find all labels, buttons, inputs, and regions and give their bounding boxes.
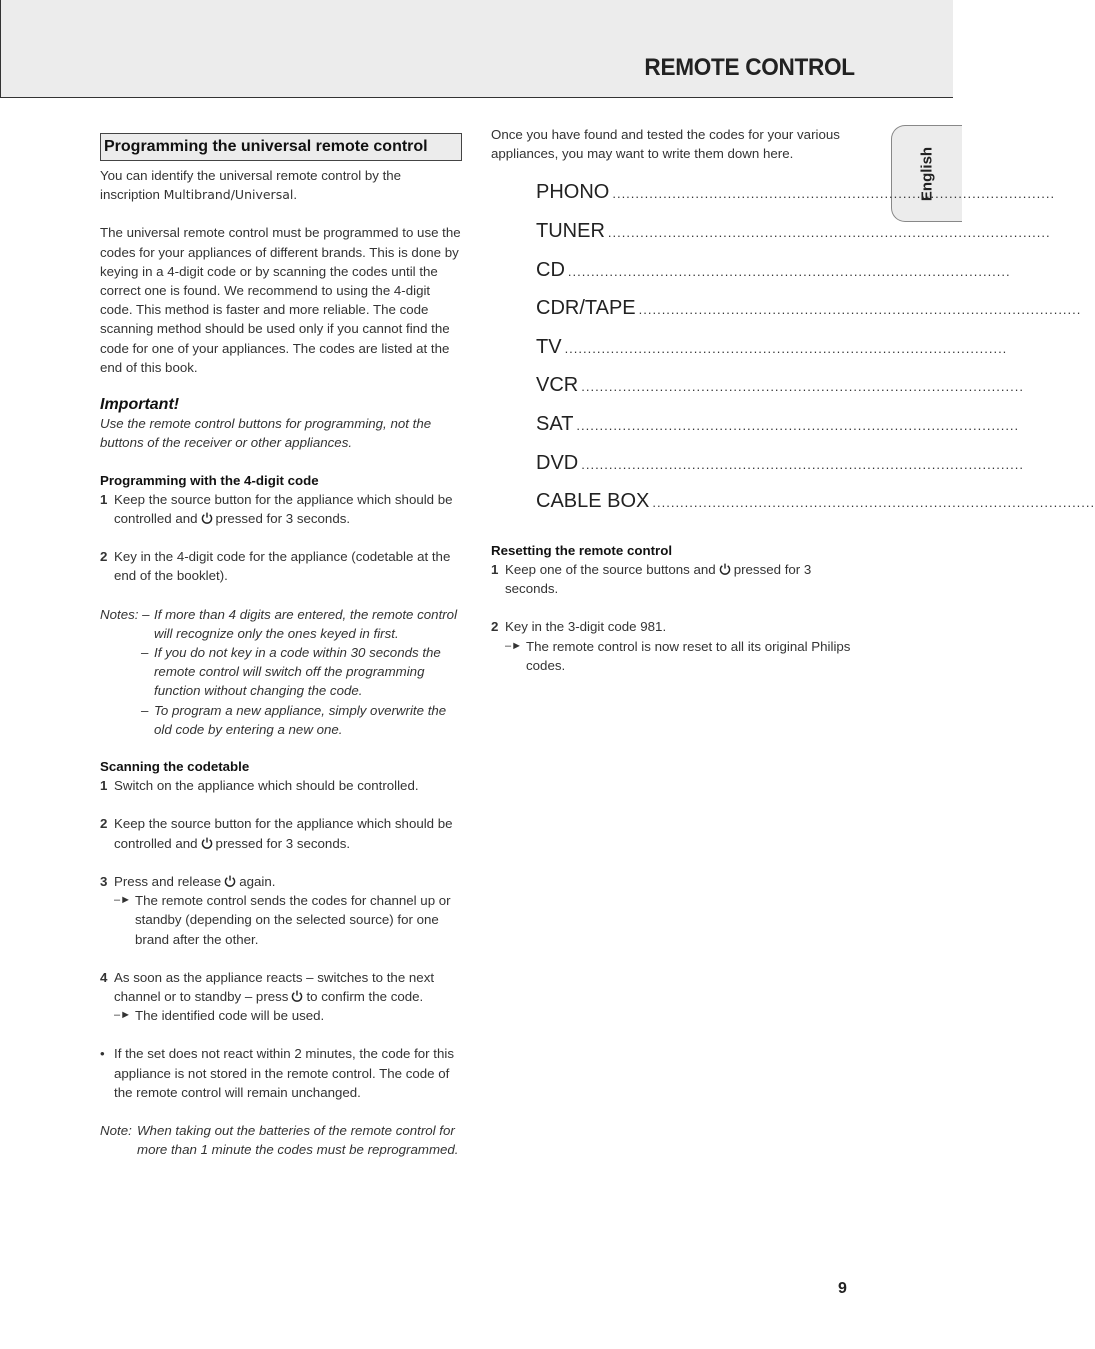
brand-inscription: Multibrand/Universal	[163, 187, 294, 203]
code-label: TUNER	[536, 220, 605, 242]
code-row	[536, 297, 1082, 338]
description-paragraph: The universal remote control must be programmed to use the codes for your appliances of different brands. This is done by keying in a 4-digit code or by scanning the codes until the correct one is found. We recommend to using the 4-digit code. This method is faster and more reliable. The code scanning method should be used only if you cannot find the code for one of your appliances. The codes are listed at the end of this book.	[100, 225, 461, 375]
note-3	[100, 701, 462, 739]
page-title: REMOTE CONTROL	[644, 54, 855, 81]
code-row	[536, 335, 1008, 377]
code-label: CD	[536, 258, 565, 281]
step-number: 2	[100, 549, 108, 565]
battery-note	[100, 1121, 462, 1159]
reset-heading: Resetting the remote control	[491, 542, 673, 558]
step-text: Key in the 4-digit code for the appliance (codetable at the end of the booklet).	[114, 549, 451, 584]
step-text: Switch on the appliance which should be controlled.	[114, 778, 419, 794]
intro-paragraph	[100, 166, 462, 204]
code-label: CABLE BOX	[536, 490, 650, 513]
code-leader-dots: ................................................................................................	[638, 302, 1082, 318]
code-row	[536, 451, 1024, 493]
note-1	[100, 605, 462, 643]
code-label: SAT	[536, 412, 574, 435]
code-leader-dots: ................................................................................................	[652, 495, 1095, 511]
arrow-icon: –►	[114, 1009, 132, 1022]
scanning-step-3	[100, 872, 462, 949]
note-text: If you do not key in a code within 30 seconds the remote control will switch off the programming function without changing the code.	[154, 645, 441, 699]
code-label: PHONO	[536, 181, 610, 204]
code-row	[536, 412, 1020, 454]
step-text: Press and release	[114, 873, 222, 889]
bullet-note	[100, 1044, 462, 1102]
step-text: Keep the source button for the appliance which should be controlled and	[114, 816, 453, 851]
scanning-step-1	[100, 776, 462, 795]
language-tab-label: English	[918, 146, 936, 201]
step-text: Keep the source button for the appliance which should be controlled and	[114, 491, 453, 527]
step-text: Keep one of the source buttons and	[505, 561, 716, 577]
step-text: As soon as the appliance reacts – switches to the next channel or to standby – press	[114, 969, 435, 1004]
step-text: pressed for 3 seconds.	[215, 511, 351, 527]
step-text: pressed for 3 seconds.	[215, 835, 351, 851]
note-text: If more than 4 digits are entered, the remote control will recognize only the ones keyed in first.	[154, 606, 458, 641]
reset-step-1	[491, 560, 859, 598]
code-leader-dots: ................................................................................................	[581, 456, 1024, 472]
step-text: to confirm the code.	[306, 988, 424, 1004]
step-number: 1	[491, 561, 499, 577]
power-icon	[201, 837, 213, 849]
result-text: The remote control is now reset to all its original Philips codes.	[526, 638, 851, 673]
code-label: CDR/TAPE	[536, 297, 636, 320]
result-text: The remote control sends the codes for channel up or standby (depending on the selected source) for one brand after the other.	[135, 893, 451, 947]
code-label: VCR	[536, 374, 579, 397]
step-number: 2	[491, 619, 499, 635]
code-row	[536, 220, 1051, 261]
step-number: 2	[100, 816, 108, 832]
code-leader-dots: ................................................................................................	[564, 340, 1008, 356]
step-number: 4	[100, 969, 108, 985]
step-result	[114, 891, 462, 949]
scanning-heading: Scanning the codetable	[100, 759, 250, 775]
power-icon	[719, 563, 731, 575]
step-number: 1	[100, 491, 108, 507]
power-icon	[291, 990, 303, 1002]
note-2	[100, 643, 462, 701]
important-heading: Important!	[100, 396, 180, 414]
arrow-icon: –►	[505, 639, 523, 652]
code-row	[536, 490, 1095, 531]
four-digit-heading: Programming with the 4-digit code	[100, 472, 319, 488]
step-number: 1	[100, 778, 108, 794]
language-tab	[891, 125, 962, 222]
step-result	[114, 1006, 462, 1025]
important-text: Use the remote control buttons for programming, not the buttons of the receiver or other appliances.	[100, 416, 432, 451]
code-row	[536, 258, 1011, 300]
codes-intro: Once you have found and tested the codes for your various appliances, you may want to write them down here.	[491, 127, 840, 162]
header-band	[0, 0, 953, 98]
code-label: TV	[536, 335, 562, 358]
step-text: again.	[239, 873, 276, 889]
code-row	[536, 374, 1024, 415]
section-title: Programming the universal remote control	[100, 133, 462, 161]
note-text: When taking out the batteries of the remote control for more than 1 minute the codes must be reprogrammed.	[137, 1122, 459, 1158]
code-row	[536, 181, 1056, 222]
four-digit-step-2	[100, 547, 462, 585]
note-dash: –	[141, 645, 149, 661]
notes-label: Notes: –	[100, 606, 150, 622]
code-leader-dots: ................................................................................................	[581, 379, 1024, 395]
note-dash: –	[141, 702, 149, 718]
intro-text: You can identify the universal remote control by the inscription	[100, 168, 402, 203]
note-text: To program a new appliance, simply overwrite the old code by entering a new one.	[154, 702, 447, 737]
bullet-text: If the set does not react within 2 minutes, the code for this appliance is not stored in the remote control. The code of the remote control will remain unchanged.	[114, 1046, 454, 1100]
step-number: 3	[100, 873, 108, 889]
code-leader-dots: ................................................................................................	[607, 225, 1051, 240]
note-label: Note:	[100, 1122, 132, 1138]
left-column	[100, 133, 462, 1159]
power-icon	[201, 512, 213, 524]
four-digit-step-1	[100, 490, 462, 528]
bullet-icon: •	[100, 1046, 105, 1062]
step-result	[505, 637, 859, 675]
code-label: DVD	[536, 451, 579, 474]
step-text: Key in the 3-digit code 981.	[505, 619, 667, 635]
result-text: The identified code will be used.	[135, 1008, 325, 1024]
scanning-step-2	[100, 814, 462, 852]
power-icon	[224, 875, 236, 887]
code-leader-dots: ................................................................................................	[567, 263, 1011, 279]
step-text: pressed for 3 seconds.	[505, 561, 812, 597]
code-leader-dots: ................................................................................................	[576, 417, 1020, 433]
code-list	[536, 181, 1095, 530]
arrow-icon: –►	[114, 894, 132, 907]
intro-end: .	[293, 187, 298, 203]
scanning-step-4	[100, 968, 462, 1026]
page-number: 9	[838, 1280, 847, 1297]
code-leader-dots: ................................................................................................	[612, 186, 1056, 202]
reset-step-2	[491, 617, 859, 675]
